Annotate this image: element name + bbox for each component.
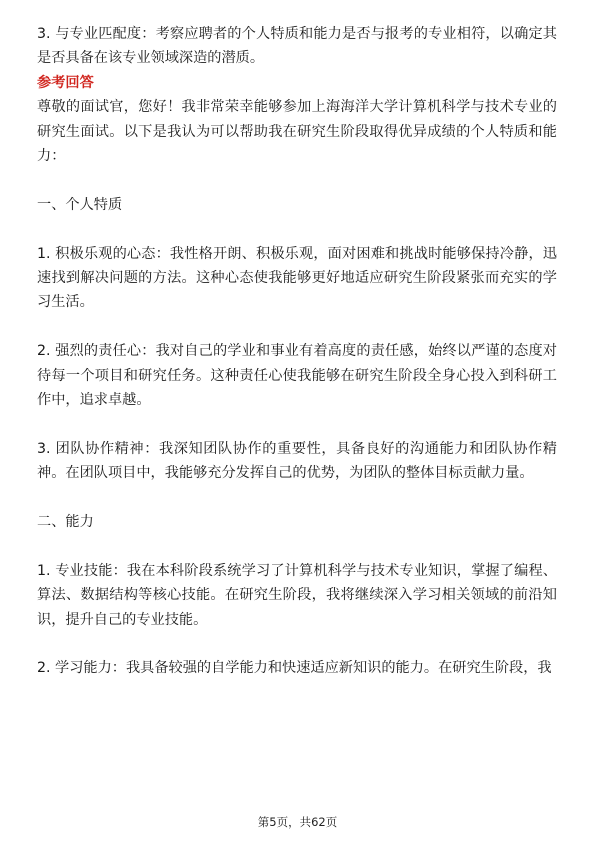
section-title-abilities: 二、能力	[37, 514, 94, 531]
spacer	[37, 534, 557, 558]
spacer	[37, 168, 557, 192]
trait-item-1: 1. 积极乐观的心态：我性格开朗、积极乐观，面对困难和挑战时能够保持冷静，迅速找到解决问题的方法。这种心态使我能够更好地适应研究生阶段紧张而充实的学习生活。	[37, 245, 557, 311]
trait-item-2: 2. 强烈的责任心：我对自己的学业和事业有着高度的责任感，始终以严谨的态度对待每一个项目和研究任务。这种责任心使我能够在研究生阶段全身心投入到科研工作中，追求卓越。	[37, 343, 557, 409]
ability-item-2: 2. 学习能力：我具备较强的自学能力和快速适应新知识的能力。在研究生阶段，我	[37, 660, 552, 677]
greeting-paragraph: 尊敬的面试官，您好！我非常荣幸能够参加上海海洋大学计算机科学与技术专业的研究生面试。以下是我认为可以帮助我在研究生阶段取得优异成绩的个人特质和能力：	[37, 99, 557, 165]
spacer	[37, 486, 557, 510]
spacer	[37, 412, 557, 436]
criteria-item-3: 3. 与专业匹配度：考察应聘者的个人特质和能力是否与报考的专业相符，以确定其是否具备在该专业领域深造的潜质。	[37, 26, 557, 67]
spacer	[37, 632, 557, 656]
section-title-traits: 一、个人特质	[37, 196, 123, 213]
spacer	[37, 217, 557, 241]
page-number: 第5页，共62页	[257, 815, 338, 829]
reference-answer-heading: 参考回答	[37, 74, 94, 91]
ability-item-1: 1. 专业技能：我在本科阶段系统学习了计算机科学与技术专业知识，掌握了编程、算法、数据结构等核心技能。在研究生阶段，我将继续深入学习相关领域的前沿知识，提升自己的专业技能。	[37, 562, 557, 628]
trait-item-3: 3. 团队协作精神：我深知团队协作的重要性，具备良好的沟通能力和团队协作精神。在团队项目中，我能够充分发挥自己的优势，为团队的整体目标贡献力量。	[37, 440, 557, 482]
spacer	[37, 315, 557, 339]
document-body	[37, 22, 557, 681]
